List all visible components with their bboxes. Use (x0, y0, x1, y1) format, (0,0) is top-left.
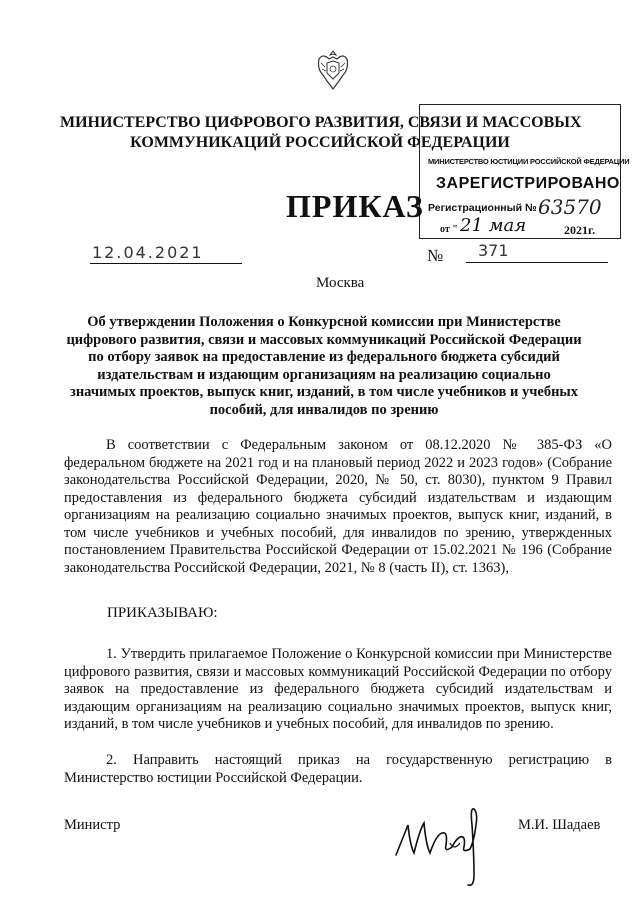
stamp-registered-label: ЗАРЕГИСТРИРОВАНО (436, 175, 620, 192)
signer-position: Министр (64, 817, 121, 833)
document-type-title: ПРИКАЗ (286, 188, 424, 224)
order-item-2: 2. Направить настоящий приказ на государственную регистрацию в Министерство юстиции Российской Федерации. (64, 752, 612, 786)
order-title: Об утверждении Положения о Конкурсной комиссии при Министерстве цифрового развития, связи и массовых коммуникаций Российской Федерации по отбору заявок на предоставление из федерального бюджета субсидий издательствам и издающим организациям на реализацию социально значимых проектов, выпуск книг, изданий, в том числе учебников и учебных пособий, для инвалидов по зрению (66, 314, 582, 418)
city: Москва (316, 275, 365, 291)
signer-name: М.И. Шадаев (518, 817, 601, 833)
order-number-label: № (427, 246, 444, 265)
order-word: ПРИКАЗЫВАЮ: (107, 605, 218, 621)
order-item-1: 1. Утвердить прилагаемое Положение о Конкурсной комиссии при Министерстве цифрового развития, связи и массовых коммуникаций Российской Федерации по отбору заявок на предоставление из федерального бюджета субсидий издательствам и издающим организациям на реализацию социально значимых проектов, выпуск книг, изданий, в том числе учебников и учебных пособий, для инвалидов по зрению. (64, 646, 612, 732)
ministry-line-2: КОММУНИКАЦИЙ РОССИЙСКОЙ ФЕДЕРАЦИИ (130, 134, 510, 151)
ministry-line-1: МИНИСТЕРСТВО ЦИФРОВОГО РАЗВИТИЯ, СВЯЗИ И МАССОВЫХ (60, 114, 582, 131)
registration-stamp (419, 104, 630, 239)
stamp-year: 2021г. (564, 223, 596, 237)
coat-of-arms-emblem-icon (313, 47, 353, 93)
preamble-paragraph: В соответствии с Федеральным законом от 08.12.2020 № 385-ФЗ «О федеральном бюджете на 2021 год и на плановый период 2022 и 2023 годов» (Собрание законодательства Российской Федерации, 2020, № 50, ст. 8030), пунктом 9 Правил предоставления из федерального бюджета субсидий издательствам и издающим организациям на реализацию социально значимых проектов, выпуск книг, изданий, в том числе учебников и учебных пособий, для инвалидов по зрению, утвержденных постановлением Правительства Российской Федерации от 15.02.2021 № 196 (Собрание законодательства Российской Федерации, 2021, № 8 (часть II), ст. 1363), (64, 437, 612, 576)
stamp-reg-number-label: Регистрационный № (428, 202, 537, 214)
stamp-date: 21 мая (460, 215, 527, 236)
stamp-reg-number: 63570 (538, 195, 602, 219)
order-number: 371 (466, 240, 608, 263)
handwritten-signature-icon (390, 795, 510, 890)
stamp-date-label: от " (440, 224, 458, 235)
order-date: 12.04.2021 (90, 243, 242, 264)
stamp-ministry-of-justice: МИНИСТЕРСТВО ЮСТИЦИИ РОССИЙСКОЙ ФЕДЕРАЦИИ (428, 157, 630, 166)
